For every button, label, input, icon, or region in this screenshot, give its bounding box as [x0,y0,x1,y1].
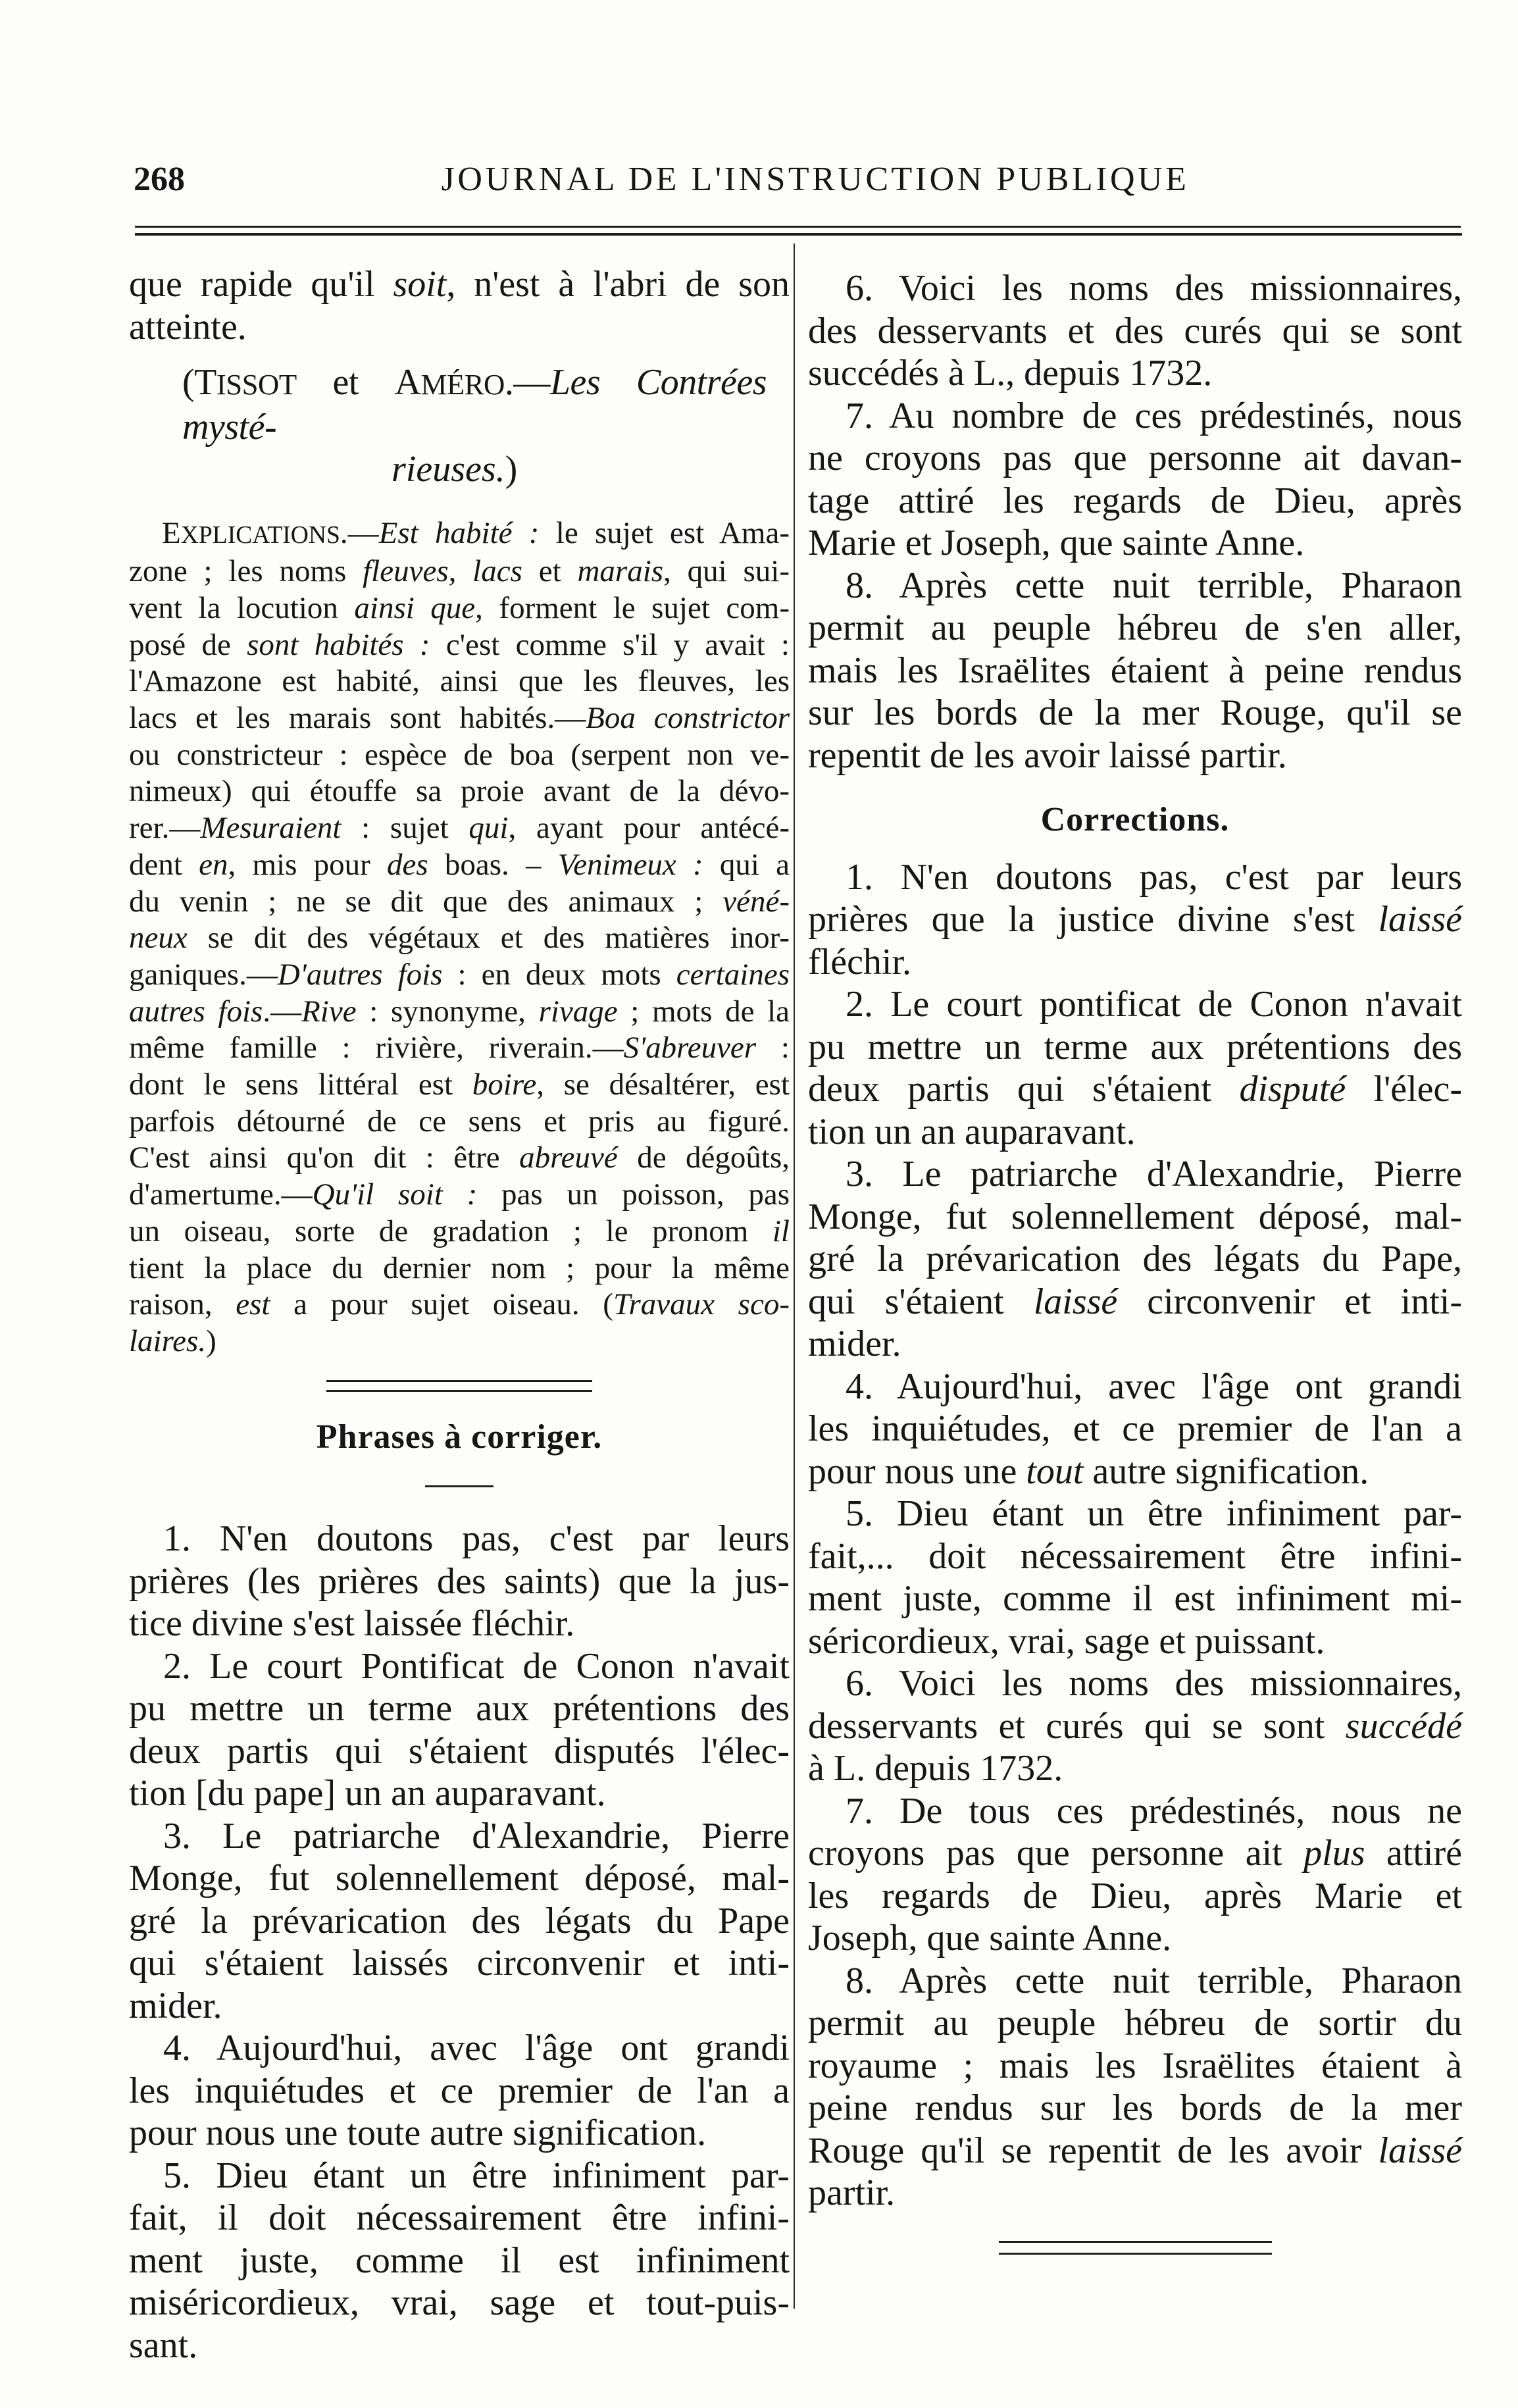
phrase-item [129,1815,790,2028]
rule-line [326,1390,592,1392]
text-line: tion [du pape] un an auparavant. [129,1773,606,1814]
phrase-item [808,395,1462,565]
phrases-list [129,1518,790,2367]
italic-text: rieuses. [392,449,505,490]
text-run: .— [263,994,302,1029]
phrase-item [129,1518,790,1645]
italic-text: disputé [1239,1069,1346,1110]
text-line [129,1287,790,1323]
text-line: permit au peuple hébreu de sortir du [808,2003,1462,2043]
text-line: mider. [808,1323,901,1364]
text-line [129,994,790,1031]
text-run: même famille : rivière, riverain.— [129,1031,624,1065]
text-line: 2. Le court pontificat de Conon n'avait [846,984,1462,1025]
text-line: gré la prévarication des légats du Pape [129,1900,790,1941]
correction-item [808,856,1462,984]
column-divider-rule [794,243,795,2309]
italic-text: véné- [722,884,790,919]
text-line: 1. N'en doutons pas, c'est par leurs [163,1518,790,1560]
text-run: zone ; les noms [129,554,363,589]
text-run: croyons pas que personne ait [808,1833,1304,1874]
italic-text: marais [577,554,664,589]
text-line: 8. Après cette nuit terrible, Pharaon [846,565,1462,606]
text-line: 6. Voici les noms des missionnaires, [846,268,1462,309]
page-number: 268 [134,161,185,198]
text-line: séricordieux, vrai, sage et puissant. [808,1620,1325,1662]
italic-text: abreuvé [519,1140,618,1175]
text-line [129,553,790,590]
text-line [129,847,790,884]
italic-text: autres fois [129,994,263,1029]
italic-text: sont habités : [247,627,430,662]
end-rule [999,2241,1272,2255]
small-caps-text: EXPLICATIONS [162,515,340,550]
text-run: ) [206,1323,216,1358]
text-line: pour nous une toute autre signification. [129,2113,707,2154]
rule-line [326,1380,592,1382]
italic-text: Boa constrictor [586,701,790,736]
text-run: ganiques.— [129,957,278,992]
text-line [129,884,790,921]
italic-text: laissé [1378,2130,1462,2171]
text-run: ( [182,362,195,403]
italic-text: laires. [129,1323,207,1358]
text-run: rer.— [129,811,201,846]
text-line [129,1030,790,1067]
correction-item [808,1366,1462,1493]
phrase-item [808,267,1462,395]
text-line [808,2130,1462,2172]
text-run: , se désaltérer, est [536,1067,790,1102]
text-run: circonvenir et inti- [1117,1281,1463,1322]
text-line [808,1068,1462,1111]
text-line: royaume ; mais les Israëlites étaient à [808,2045,1462,2086]
italic-text: rivage [538,994,618,1029]
italic-text: tout [1026,1450,1084,1492]
italic-text: certaines [676,957,790,992]
text-line: à L. depuis 1732. [808,1748,1063,1789]
text-line: 3. Le patriarche d'Alexandrie, Pierre [846,1154,1462,1194]
text-line: mider. [129,1985,222,2026]
text-line [808,1705,1462,1748]
phrase-item [129,1645,790,1815]
text-line [129,515,790,554]
rule-line [999,2241,1272,2243]
text-line [129,1177,790,1214]
correction-item [808,983,1462,1153]
text-line: 6. Voici les noms des missionnaires, [846,1663,1462,1704]
text-line: fléchir. [808,941,912,983]
right-column [808,267,1462,2255]
text-line: ne croyons pas que personne ait davan- [808,438,1462,478]
text-line: ou constricteur : espèce de boa (serpent non ve- [129,737,790,772]
text-line [129,920,790,957]
text-line: sur les bords de la mer Rouge, qu'il se [808,692,1462,733]
text-line: 5. Dieu étant un être infiniment par- [846,1493,1462,1534]
italic-text: ainsi que [354,590,476,625]
text-line [808,1450,1462,1493]
italic-text: est [236,1287,270,1322]
text-line [129,700,790,737]
text-run: qui a [703,847,790,882]
phrase-item [129,2027,790,2155]
text-run: du venin ; ne se dit que des animaux ; [129,884,723,919]
text-run: que rapide qu'il [129,264,393,305]
italic-text: fleuves, lacs [363,554,522,589]
text-line: permit au peuple hébreu de s'en aller, [808,607,1462,648]
italic-text: Les Contrées mysté- [182,362,767,448]
text-line: fait, il doit nécessairement être infini- [129,2197,790,2239]
text-line [129,627,790,664]
italic-text: soit [393,264,447,305]
corrections-list [808,856,1462,2215]
text-line [129,448,790,491]
text-line: deux partis qui s'étaient disputés l'élec- [129,1730,790,1772]
explanations-paragraph [129,515,790,1360]
phrase-item [129,2155,790,2367]
text-run: desservants et curés qui se sont [808,1705,1346,1747]
correction-item [808,1790,1462,1960]
text-line [129,590,790,627]
text-line: fait,... doit nécessairement être infini- [808,1535,1462,1577]
header-rule-bottom [135,233,1462,236]
text-line: Monge, fut solennellement déposé, mal- [129,1858,790,1899]
text-line: prières (les prières des saints) que la jus- [129,1560,790,1602]
text-run: raison, [129,1287,236,1322]
text-run: prières que la justice divine s'est [808,899,1379,940]
text-line [129,957,790,994]
italic-text: en [199,847,228,882]
text-line: 4. Aujourd'hui, avec l'âge ont grandi [846,1366,1462,1407]
italic-text: boire [472,1067,537,1102]
text-run: deux partis qui s'étaient [808,1069,1240,1110]
text-run: , ayant pour antécé- [508,811,790,846]
text-run: , mis pour [228,847,387,882]
text-line: des desservants et des curés qui se sont [808,310,1462,351]
text-line: 2. Le court Pontificat de Conon n'avait [163,1645,790,1687]
text-line: 1. N'en doutons pas, c'est par leurs [846,856,1462,898]
italic-text: Venimeux : [557,847,703,882]
text-line: Marie et Joseph, que sainte Anne. [808,523,1305,563]
text-line: les inquiétudes et ce premier de l'an a [129,2070,790,2111]
text-run: d'amertume.— [129,1177,313,1212]
text-line: sant. [129,2324,198,2366]
text-line: tient la place du dernier nom ; pour la même [129,1250,790,1285]
text-run: : synonyme, [356,994,539,1029]
text-run: lacs et les marais sont habités.— [129,701,586,736]
text-line [129,1067,790,1104]
text-line: les inquiétudes, et ce premier de l'an a [808,1408,1462,1449]
text-run: c'est comme s'il y avait : [430,627,790,662]
text-line: mais les Israëlites étaient à peine rendus [808,650,1462,691]
text-line [129,263,790,306]
text-line: succédés à L., depuis 1732. [808,353,1213,394]
italic-text: qui [468,811,509,846]
text-line [129,810,790,847]
text-line: 3. Le patriarche d'Alexandrie, Pierre [163,1815,790,1857]
text-line: miséricordieux, vrai, sage et tout-puis- [129,2282,790,2324]
small-caps-text: TISSOT [194,362,297,403]
text-run: ; mots de la [617,994,790,1029]
text-line: ment juste, comme il est infiniment [129,2240,790,2281]
text-run: le sujet est Ama- [539,515,790,550]
text-line: Monge, fut solennellement déposé, mal- [808,1196,1462,1237]
text-run: l'élec- [1346,1069,1463,1110]
italic-text: Travaux sco- [613,1287,790,1322]
text-line: partir. [808,2172,896,2213]
text-run: dent [129,847,199,882]
text-run: et [522,554,578,589]
italic-text: laissé [1378,899,1462,940]
correction-item [808,1153,1462,1366]
text-line [129,1140,790,1177]
text-line: nimeux) qui étouffe sa proie avant de la dévo- [129,774,790,809]
text-line: ment juste, comme il est infiniment mi- [808,1578,1462,1619]
italic-text: D'autres fois [277,957,443,992]
italic-text: il [772,1214,790,1248]
text-run: , n'est à l'abri de son [446,264,790,305]
text-run: se dit des végétaux et des matières inor- [187,921,790,956]
italic-text: S'abreuver [623,1031,757,1065]
text-run: de dégoûts, [617,1140,790,1175]
text-line: tice divine s'est laissée fléchir. [129,1603,575,1645]
text-line: les regards de Dieu, après Marie et [808,1875,1462,1916]
text-run: .— [340,515,379,550]
text-line: atteinte. [129,306,247,347]
text-line [129,1214,790,1250]
text-line: Joseph, que sainte Anne. [808,1918,1172,1959]
text-line [808,1832,1462,1875]
text-line: gré la prévarication des légats du Pape, [808,1239,1462,1279]
text-line: l'Amazone est habité, ainsi que les fleuves, les [129,664,790,699]
text-line [808,1281,1462,1323]
text-run: attiré [1365,1833,1462,1874]
text-run: posé de [129,627,247,662]
text-line [129,361,790,448]
text-run: et [296,362,395,403]
text-run: ) [505,449,518,490]
rule-line [999,2253,1272,2255]
text-line: 7. De tous ces prédestinés, nous ne [846,1790,1462,1832]
correction-item [808,1493,1462,1662]
text-line: tage attiré les regards de Dieu, après [808,480,1462,521]
italic-text: Rive [301,994,357,1029]
correction-item [808,1662,1462,1790]
text-run: , forment le sujet com- [475,590,790,625]
text-run: : sujet [341,811,469,846]
section-divider-rule [326,1380,592,1392]
citation [129,361,790,491]
text-line: pu mettre un terme aux prétentions des [129,1688,790,1729]
text-line: peine rendus sur les bords de la mer [808,2088,1462,2128]
text-run: : en deux mots [442,957,676,992]
phrase-item [808,565,1462,777]
text-run: pour nous une [808,1450,1026,1492]
phrases-list-continued [808,267,1462,777]
text-run: autre signification. [1083,1450,1369,1492]
text-run: qui s'étaient [808,1281,1034,1322]
text-run: dont le sens littéral est [129,1067,472,1102]
italic-text: Qu'il soit : [312,1177,478,1212]
text-line: repentit de les avoir laissé partir. [808,734,1287,776]
text-line: 8. Après cette nuit terrible, Pharaon [846,1960,1462,2001]
text-run: : [756,1031,790,1065]
text-line: tion un an auparavant. [808,1111,1136,1152]
text-line: 4. Aujourd'hui, avec l'âge ont grandi [163,2028,790,2069]
text-run: boas. – [428,847,558,882]
italic-text: laissé [1033,1281,1118,1322]
text-run: C'est ainsi qu'on dit : être [129,1140,520,1175]
text-run: Rouge qu'il se repentit de les avoir [808,2130,1379,2171]
text-run: pas un poisson, pas [477,1177,790,1212]
italic-text: Mesuraient [200,811,342,846]
text-run: un oiseau, sorte de gradation ; le pronom [129,1214,772,1248]
small-caps-text: AMÉRO [394,362,505,403]
italic-text: neux [129,921,188,956]
text-line: 7. Au nombre de ces prédestinés, nous [846,395,1462,436]
italic-text: des [386,847,428,882]
text-line [129,1323,790,1360]
text-line [808,898,1462,941]
intro-paragraph [129,263,790,348]
text-run: a pour sujet oiseau. ( [270,1287,613,1322]
italic-text: succédé [1345,1705,1462,1747]
running-title: JOURNAL DE L'INSTRUCTION PUBLIQUE [441,161,1190,198]
text-line: 5. Dieu étant un être infiniment par- [163,2155,790,2196]
text-run: vent la locution [129,590,355,625]
italic-text: Est habité : [378,515,540,550]
text-line: qui s'étaient laissés circonvenir et inti- [129,1943,790,1984]
header-rule-top [135,226,1461,228]
text-line: pu mettre un terme aux prétentions des [808,1026,1462,1067]
text-line: parfois détourné de ce sens et pris au figuré. [129,1104,790,1139]
italic-text: plus [1303,1833,1365,1874]
text-run: .— [504,362,550,403]
correction-item [808,1960,1462,2215]
heading-rule [425,1485,493,1487]
corrections-heading: Corrections. [1040,801,1230,838]
left-column [129,263,790,2367]
text-run: , qui sui- [663,554,790,589]
phrases-heading: Phrases à corriger. [316,1418,603,1456]
